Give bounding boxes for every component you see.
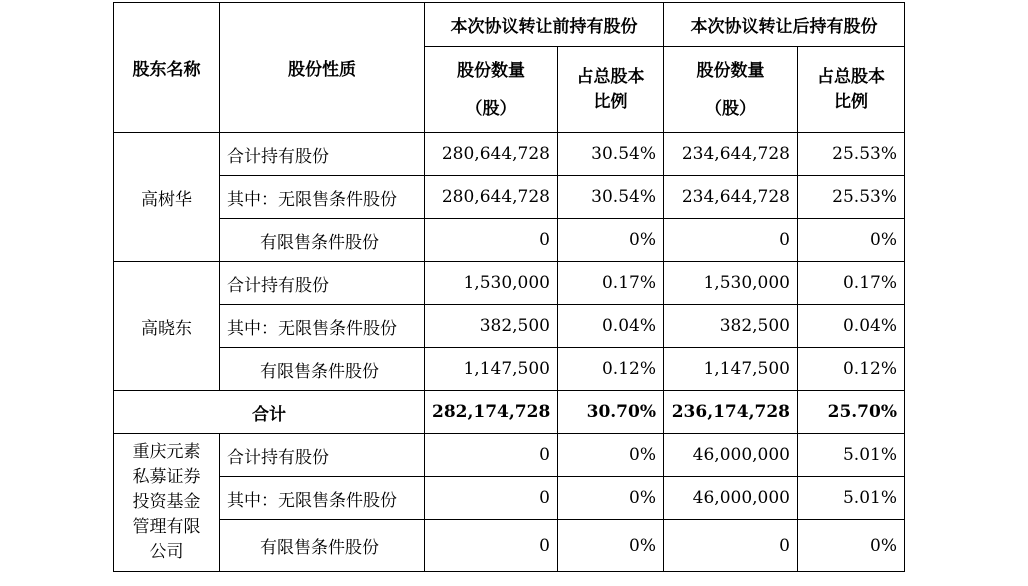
before-qty: 280,644,728 bbox=[425, 176, 558, 219]
before-ratio: 30.54% bbox=[558, 176, 664, 219]
before-qty: 0 bbox=[425, 477, 558, 520]
table-row bbox=[114, 219, 905, 262]
before-qty: 0 bbox=[425, 520, 558, 572]
before-ratio: 0% bbox=[558, 520, 664, 572]
table-row bbox=[114, 520, 905, 572]
total-after-ratio: 25.70% bbox=[798, 391, 905, 434]
row-label-unrestricted: 其中：无限售条件股份 bbox=[220, 305, 425, 348]
before-ratio: 0.12% bbox=[558, 348, 664, 391]
table-row bbox=[114, 305, 905, 348]
after-qty: 382,500 bbox=[664, 305, 798, 348]
header-row-1 bbox=[114, 3, 905, 47]
qty-unit-label: （股） bbox=[705, 98, 756, 119]
row-label-unrestricted: 其中：无限售条件股份 bbox=[220, 477, 425, 520]
shareholder-name: 高树华 bbox=[114, 133, 220, 262]
before-ratio: 0% bbox=[558, 434, 664, 477]
after-qty: 1,530,000 bbox=[664, 262, 798, 305]
header-after-qty bbox=[664, 47, 798, 133]
before-qty: 1,147,500 bbox=[425, 348, 558, 391]
header-before-transfer: 本次协议转让前持有股份 bbox=[425, 3, 664, 47]
row-label-unrestricted: 其中：无限售条件股份 bbox=[220, 176, 425, 219]
row-label-total-held: 合计持有股份 bbox=[220, 262, 425, 305]
total-row bbox=[114, 391, 905, 434]
table-row bbox=[114, 434, 905, 477]
qty-unit-label: （股） bbox=[465, 98, 517, 119]
row-label-restricted: 有限售条件股份 bbox=[220, 520, 425, 572]
total-before-qty: 282,174,728 bbox=[425, 391, 558, 434]
before-ratio: 0.04% bbox=[558, 305, 664, 348]
qty-label: 股份数量 bbox=[696, 60, 765, 81]
table-row bbox=[114, 133, 905, 176]
after-qty: 0 bbox=[664, 219, 798, 262]
header-before-ratio bbox=[558, 47, 664, 133]
after-ratio: 0.17% bbox=[798, 262, 905, 305]
before-ratio: 0% bbox=[558, 477, 664, 520]
table-row bbox=[114, 477, 905, 520]
after-ratio: 0.04% bbox=[798, 305, 905, 348]
ratio-label-line1: 占总股本 bbox=[817, 66, 885, 87]
after-ratio: 5.01% bbox=[798, 434, 905, 477]
shareholder-name: 高晓东 bbox=[114, 262, 220, 391]
before-qty: 0 bbox=[425, 434, 558, 477]
header-after-ratio bbox=[798, 47, 905, 133]
header-share-nature: 股份性质 bbox=[220, 3, 425, 133]
header-after-transfer: 本次协议转让后持有股份 bbox=[664, 3, 905, 47]
after-qty: 46,000,000 bbox=[664, 477, 798, 520]
row-label-total-held: 合计持有股份 bbox=[220, 434, 425, 477]
row-label-restricted: 有限售条件股份 bbox=[220, 348, 425, 391]
row-label-restricted: 有限售条件股份 bbox=[220, 219, 425, 262]
shareholder-name-line: 公司 bbox=[149, 542, 184, 562]
after-qty: 46,000,000 bbox=[664, 434, 798, 477]
row-label-total-held: 合计持有股份 bbox=[220, 133, 425, 176]
table-row bbox=[114, 176, 905, 219]
shareholding-table bbox=[113, 2, 905, 572]
shareholder-name bbox=[114, 434, 220, 572]
total-before-ratio: 30.70% bbox=[558, 391, 664, 434]
after-qty: 1,147,500 bbox=[664, 348, 798, 391]
before-qty: 280,644,728 bbox=[425, 133, 558, 176]
table-row bbox=[114, 262, 905, 305]
after-ratio: 5.01% bbox=[798, 477, 905, 520]
after-qty: 0 bbox=[664, 520, 798, 572]
before-ratio: 30.54% bbox=[558, 133, 664, 176]
total-after-qty: 236,174,728 bbox=[664, 391, 798, 434]
shareholder-name-line: 私募证券 bbox=[132, 467, 201, 487]
before-qty: 0 bbox=[425, 219, 558, 262]
before-qty: 382,500 bbox=[425, 305, 558, 348]
before-ratio: 0.17% bbox=[558, 262, 664, 305]
ratio-label-line2: 比例 bbox=[834, 91, 868, 112]
before-ratio: 0% bbox=[558, 219, 664, 262]
shareholder-name-line: 投资基金 bbox=[132, 492, 201, 512]
after-ratio: 25.53% bbox=[798, 133, 905, 176]
after-qty: 234,644,728 bbox=[664, 133, 798, 176]
qty-label: 股份数量 bbox=[457, 60, 525, 81]
table-row bbox=[114, 348, 905, 391]
total-label: 合计 bbox=[114, 391, 425, 434]
after-ratio: 0% bbox=[798, 520, 905, 572]
ratio-label-line1: 占总股本 bbox=[576, 66, 645, 87]
after-ratio: 0.12% bbox=[798, 348, 905, 391]
header-shareholder-name: 股东名称 bbox=[114, 3, 220, 133]
header-before-qty bbox=[425, 47, 558, 133]
after-qty: 234,644,728 bbox=[664, 176, 798, 219]
after-ratio: 25.53% bbox=[798, 176, 905, 219]
before-qty: 1,530,000 bbox=[425, 262, 558, 305]
ratio-label-line2: 比例 bbox=[593, 91, 628, 112]
shareholder-name-line: 管理有限 bbox=[132, 517, 201, 537]
shareholder-name-line: 重庆元素 bbox=[132, 442, 201, 462]
after-ratio: 0% bbox=[798, 219, 905, 262]
